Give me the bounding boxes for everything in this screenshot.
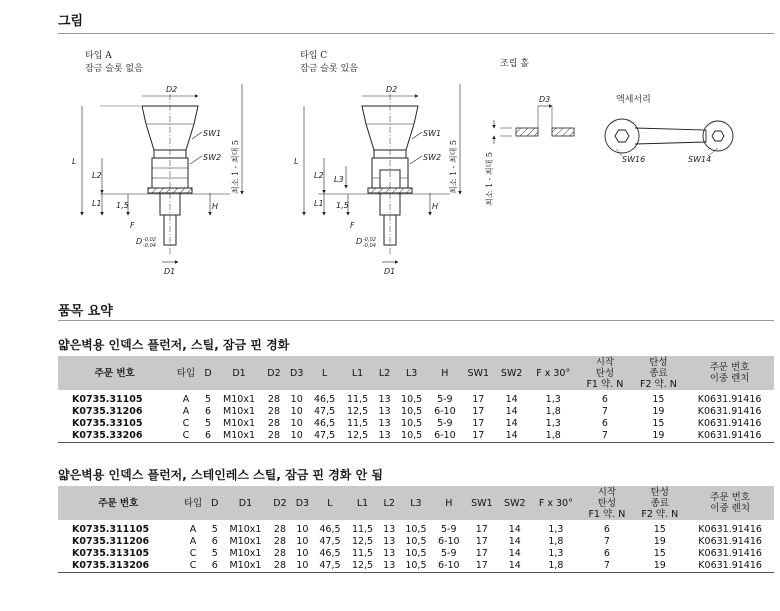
section-figure-title: 그림 — [58, 14, 84, 29]
table-b-cell-sw2: 14 — [508, 548, 521, 559]
table-b-header-l: L — [314, 486, 347, 520]
dim-sw2-c: SW2 — [423, 153, 442, 162]
table-a-header-d: D — [201, 356, 216, 390]
dim-l-a: L — [72, 157, 77, 166]
table-a-cell-wrench-order: K0631.91416 — [697, 418, 762, 429]
table-b-cell-sw2: 14 — [498, 560, 531, 573]
table-a-cell-l1: 11,5 — [346, 418, 369, 429]
table-b-cell-wrench-order: K0631.91416 — [686, 560, 774, 573]
table-b-header-l3: L3 — [400, 486, 433, 520]
table-b-cell-f2-end: 19 — [633, 560, 686, 573]
table-b-cell-d2: 28 — [273, 548, 286, 559]
tol-plus-c: -0,02 — [363, 237, 376, 243]
table-a-cell-l1: 12,5 — [346, 406, 369, 417]
table-b-cell-d1: M10x1 — [229, 524, 262, 535]
table-b-cell-l1: 12,5 — [351, 536, 374, 547]
table-a-header-l2: L2 — [374, 356, 395, 390]
table-a-cell-wrench-order: K0631.91416 — [697, 394, 762, 405]
table-a-cell-l: 47,5 — [314, 406, 336, 417]
dim-sw2-a: SW2 — [203, 153, 222, 162]
table-a-header-l3: L3 — [395, 356, 428, 390]
section-divider — [58, 33, 774, 34]
type-c-label: 타입 C — [300, 51, 328, 61]
table-b-cell-l2: 13 — [383, 548, 396, 559]
tol-plus-a: -0,02 — [143, 237, 156, 243]
table-b-cell-h: 6-10 — [432, 560, 465, 573]
table-b-cell-l3: 10,5 — [405, 536, 427, 547]
table-a-cell-l1: 12,5 — [341, 430, 374, 443]
table-a-cell-h: 5-9 — [437, 418, 453, 429]
dim-d-a: D — [136, 237, 143, 246]
table-a-cell-l2: 13 — [378, 418, 391, 429]
table-b-cell-wrench-order: K0631.91416 — [698, 536, 762, 547]
dim-d2-c: D2 — [386, 85, 398, 94]
table-a-cell-sw1: 17 — [472, 406, 485, 417]
table-a-cell-sw1: 17 — [472, 394, 485, 405]
table-b-cell-d: 6 — [211, 536, 218, 547]
table-b-title: 얇은벽용 인덱스 플런저, 스테인레스 스틸, 잠금 핀 경화 안 됨 — [58, 468, 383, 482]
table-b-cell-order-number: K0735.313206 — [58, 560, 179, 573]
table-a-cell-f2-end: 15 — [652, 394, 665, 405]
table-row — [58, 536, 774, 548]
table-a-header-wrench-order: 주문 번호 이중 렌치 — [685, 356, 774, 390]
table-b-cell-f-x-30: 1,3 — [548, 524, 564, 535]
table-a-title: 얇은벽용 인덱스 플런저, 스틸, 잠금 핀 경화 — [58, 338, 290, 352]
table-row — [58, 390, 774, 406]
table-b-cell-d1: M10x1 — [229, 548, 262, 559]
dim-d-c: D — [356, 237, 363, 246]
table-a-cell-f2-end: 19 — [652, 406, 665, 417]
table-b-cell-l3: 10,5 — [405, 524, 427, 535]
table-b-header — [58, 486, 774, 520]
tol-minus-a: -0,04 — [143, 243, 156, 249]
table-b-cell-l3: 10,5 — [400, 560, 433, 573]
table-b-cell-type: C — [179, 560, 208, 573]
table-a-cell-type: A — [182, 406, 190, 417]
spec-table-stainless — [58, 486, 774, 573]
table-a-header-f2-end: 탄성 종료 F2 약. N — [632, 356, 686, 390]
technical-drawing — [60, 44, 780, 284]
table-a-cell-f2-end: 19 — [632, 430, 686, 443]
dim-f-c: F — [350, 221, 355, 230]
table-a-cell-d2: 28 — [267, 406, 281, 417]
table-b-cell-sw1: 17 — [475, 548, 488, 559]
table-b-cell-l1: 12,5 — [346, 560, 379, 573]
range-label-hole: 최소 1 - 최대 5 — [485, 152, 494, 206]
dim-sw16: SW16 — [622, 155, 646, 164]
tol-minus-c: -0,04 — [363, 243, 376, 249]
table-a-cell-order-number: K0735.33105 — [72, 418, 143, 429]
type-c-plunger — [318, 94, 450, 254]
dim-15-c: 1,5 — [336, 201, 349, 210]
accessory-label: 액세서리 — [616, 95, 651, 105]
table-a-header-l1: L1 — [341, 356, 374, 390]
table-a-cell-f-x-30: 1,3 — [545, 394, 561, 405]
table-a-header-f-x-30: F x 30° — [528, 356, 578, 390]
section-divider-2 — [58, 320, 774, 321]
table-a-cell-h: 6-10 — [428, 430, 462, 443]
table-b-cell-d1: M10x1 — [222, 560, 269, 573]
table-a-cell-wrench-order: K0631.91416 — [697, 406, 762, 417]
mounting-hole-label: 조립 홀 — [500, 59, 529, 69]
table-b-cell-sw2: 14 — [508, 536, 521, 547]
table-b-cell-d1: M10x1 — [229, 536, 262, 547]
table-a-cell-type: A — [182, 394, 190, 405]
dim-f-a: F — [130, 221, 135, 230]
table-a-cell-l2: 13 — [378, 406, 391, 417]
table-a-header-d2: D2 — [263, 356, 286, 390]
table-a-cell-f1-start: 6 — [601, 418, 608, 429]
table-b-cell-d2: 28 — [269, 560, 291, 573]
table-b-cell-order-number: K0735.311206 — [72, 536, 150, 547]
dim-l3-c: L3 — [334, 175, 344, 184]
table-b-header-l1: L1 — [346, 486, 379, 520]
table-b-cell-f1-start: 7 — [580, 560, 633, 573]
table-row — [58, 430, 774, 443]
table-a-cell-d3: 10 — [285, 430, 308, 443]
mounting-hole-drawing — [494, 106, 574, 144]
table-a-cell-sw1: 17 — [472, 418, 485, 429]
table-b-header-l2: L2 — [379, 486, 400, 520]
double-wrench-drawing — [605, 119, 733, 156]
table-a-cell-l3: 10,5 — [395, 430, 428, 443]
dim-h-a: H — [212, 202, 219, 211]
dim-l1-c: L1 — [314, 199, 324, 208]
table-a-cell-h: 6-10 — [434, 406, 456, 417]
table-b-cell-f2-end: 19 — [653, 536, 666, 547]
table-a-header-sw1: SW1 — [462, 356, 495, 390]
table-a-cell-f2-end: 15 — [652, 418, 665, 429]
dim-d2-a: D2 — [166, 85, 178, 94]
table-a-cell-f-x-30: 1,3 — [545, 418, 561, 429]
table-a-cell-l: 46,5 — [314, 418, 336, 429]
table-b-header-d1: D1 — [222, 486, 269, 520]
table-a-cell-sw2: 14 — [505, 394, 518, 405]
table-b-cell-order-number: K0735.311105 — [72, 524, 150, 535]
table-b-cell-d2: 28 — [273, 524, 286, 535]
table-a-cell-d2: 28 — [267, 418, 281, 429]
dim-d1-c: D1 — [384, 267, 396, 276]
table-b-header-sw1: SW1 — [465, 486, 498, 520]
table-b-cell-d: 5 — [211, 524, 218, 535]
table-b-cell-f-x-30: 1,8 — [531, 560, 580, 573]
table-b-header-sw2: SW2 — [498, 486, 531, 520]
table-b-cell-sw1: 17 — [475, 536, 488, 547]
table-b-cell-d3: 10 — [296, 536, 309, 547]
table-a-cell-d1: M10x1 — [223, 418, 255, 429]
table-b-cell-d3: 10 — [296, 524, 309, 535]
table-b-cell-l1: 11,5 — [351, 548, 374, 559]
table-a-cell-d2: 28 — [267, 394, 281, 405]
spec-table-steel — [58, 356, 774, 443]
table-b-header-order-number: 주문 번호 — [58, 486, 179, 520]
dim-15-a: 1,5 — [116, 201, 129, 210]
table-a-header-type: 타입 — [171, 356, 200, 390]
table-b-body — [58, 520, 774, 573]
table-b-cell-type: A — [189, 536, 197, 547]
range-label-c: 최소 1 - 최대 5 — [449, 140, 458, 194]
table-b-cell-l2: 13 — [379, 560, 400, 573]
table-a-header-d3: D3 — [285, 356, 308, 390]
dim-d3: D3 — [539, 95, 551, 104]
table-a-cell-l2: 13 — [378, 394, 391, 405]
table-b-cell-d: 6 — [208, 560, 223, 573]
table-b-cell-l1: 11,5 — [351, 524, 374, 535]
table-b-cell-l: 46,5 — [319, 524, 341, 535]
table-a-cell-l3: 10,5 — [401, 418, 423, 429]
table-a-header-h: H — [428, 356, 462, 390]
dim-l2-c: L2 — [314, 171, 324, 180]
table-a-cell-sw2: 14 — [505, 418, 518, 429]
table-b-cell-d3: 10 — [296, 548, 309, 559]
table-b-cell-h: 6-10 — [437, 536, 460, 547]
table-a-cell-l3: 10,5 — [401, 394, 423, 405]
table-a-cell-f-x-30: 1,8 — [528, 430, 578, 443]
dim-l2-a: L2 — [92, 171, 102, 180]
table-a-cell-sw2: 14 — [495, 430, 528, 443]
table-b-cell-f-x-30: 1,3 — [548, 548, 564, 559]
table-b-cell-f1-start: 7 — [603, 536, 610, 547]
table-a-cell-f1-start: 6 — [601, 394, 608, 405]
table-b-header-h: H — [432, 486, 465, 520]
table-a-header — [58, 356, 774, 390]
table-row — [58, 418, 774, 430]
table-b-header-d3: D3 — [291, 486, 313, 520]
table-row — [58, 548, 774, 560]
table-b-cell-d3: 10 — [291, 560, 313, 573]
table-b-cell-l: 47,5 — [319, 536, 341, 547]
table-a-cell-sw2: 14 — [505, 406, 518, 417]
dim-sw14: SW14 — [688, 155, 712, 164]
table-b-cell-sw1: 17 — [465, 560, 498, 573]
table-b-cell-order-number: K0735.313105 — [72, 548, 150, 559]
table-b-cell-d2: 28 — [273, 536, 286, 547]
table-b-cell-f-x-30: 1,8 — [548, 536, 564, 547]
table-a-cell-l: 47,5 — [308, 430, 341, 443]
table-a-header-d1: D1 — [215, 356, 262, 390]
dim-l-c: L — [294, 157, 299, 166]
table-b-header-type: 타입 — [179, 486, 208, 520]
type-a-label: 타입 A — [85, 51, 112, 61]
table-b-cell-type: A — [189, 524, 197, 535]
table-a-cell-d1: M10x1 — [223, 406, 255, 417]
table-a-cell-d: 5 — [205, 394, 212, 405]
table-row — [58, 560, 774, 573]
table-a-cell-type: C — [182, 418, 190, 429]
table-b-cell-wrench-order: K0631.91416 — [698, 548, 762, 559]
table-a-header-sw2: SW2 — [495, 356, 528, 390]
table-b-cell-h: 5-9 — [441, 548, 457, 559]
table-a-cell-d3: 10 — [290, 418, 303, 429]
type-c-desc: 잠금 슬롯 있음 — [300, 64, 358, 74]
table-b-cell-sw2: 14 — [508, 524, 521, 535]
table-a-cell-d1: M10x1 — [223, 394, 255, 405]
table-b-header-f-x-30: F x 30° — [531, 486, 580, 520]
table-a-cell-h: 5-9 — [437, 394, 453, 405]
table-a-header-l: L — [308, 356, 341, 390]
table-row — [58, 520, 774, 536]
table-b-cell-type: C — [189, 548, 197, 559]
table-b-header-f2-end: 탄성 종료 F2 약. N — [633, 486, 686, 520]
table-b-cell-d: 5 — [211, 548, 218, 559]
table-a-cell-l1: 11,5 — [346, 394, 369, 405]
table-b-cell-h: 5-9 — [441, 524, 457, 535]
table-a-cell-order-number: K0735.31105 — [72, 394, 143, 405]
table-a-cell-order-number: K0735.31206 — [72, 406, 143, 417]
table-b-header-d: D — [208, 486, 223, 520]
type-a-plunger — [100, 94, 230, 254]
table-a-cell-f-x-30: 1,8 — [545, 406, 561, 417]
table-b-header-d2: D2 — [269, 486, 291, 520]
table-a-body — [58, 390, 774, 443]
table-a-cell-f1-start: 7 — [601, 406, 608, 417]
dim-d1-a: D1 — [164, 267, 176, 276]
table-a-cell-l: 46,5 — [314, 394, 336, 405]
table-b-cell-f1-start: 6 — [603, 548, 610, 559]
table-a-cell-sw1: 17 — [462, 430, 495, 443]
table-b-cell-l: 46,5 — [319, 548, 341, 559]
table-a-header-order-number: 주문 번호 — [58, 356, 171, 390]
table-b-header-wrench-order: 주문 번호 이중 렌치 — [686, 486, 774, 520]
table-a-cell-d1: M10x1 — [215, 430, 262, 443]
table-b-cell-l2: 13 — [383, 524, 396, 535]
table-a-cell-f1-start: 7 — [578, 430, 632, 443]
table-b-cell-sw1: 17 — [475, 524, 488, 535]
table-b-cell-f1-start: 6 — [603, 524, 610, 535]
table-a-header-f1-start: 시작 탄성 F1 약. N — [578, 356, 632, 390]
type-a-desc: 잠금 슬롯 없음 — [85, 64, 143, 74]
table-a-cell-type: C — [171, 430, 200, 443]
table-a-cell-wrench-order: K0631.91416 — [685, 430, 774, 443]
dim-sw1-a: SW1 — [203, 129, 222, 138]
table-b-cell-l3: 10,5 — [405, 548, 427, 559]
dim-l1-a: L1 — [92, 199, 102, 208]
table-a-cell-l2: 13 — [374, 430, 395, 443]
table-b-cell-wrench-order: K0631.91416 — [698, 524, 762, 535]
table-a-cell-d: 6 — [201, 430, 216, 443]
table-a-cell-d: 5 — [205, 418, 212, 429]
table-row — [58, 406, 774, 418]
table-a-cell-l3: 10,5 — [401, 406, 423, 417]
table-b-cell-l: 47,5 — [314, 560, 347, 573]
table-a-cell-d: 6 — [205, 406, 212, 417]
table-b-cell-l2: 13 — [383, 536, 396, 547]
table-b-header-f1-start: 시작 탄성 F1 약. N — [580, 486, 633, 520]
dim-h-c: H — [432, 202, 439, 211]
table-a-cell-d3: 10 — [290, 406, 303, 417]
drawing-svg — [60, 44, 780, 284]
table-a-cell-d3: 10 — [290, 394, 303, 405]
dim-sw1-c: SW1 — [423, 129, 442, 138]
range-label-a: 최소 1 - 최대 5 — [231, 140, 240, 194]
table-a-cell-order-number: K0735.33206 — [58, 430, 171, 443]
section-summary-title: 품목 요약 — [58, 304, 113, 319]
table-b-cell-f2-end: 15 — [653, 548, 666, 559]
table-a-cell-d2: 28 — [263, 430, 286, 443]
table-b-cell-f2-end: 15 — [653, 524, 666, 535]
